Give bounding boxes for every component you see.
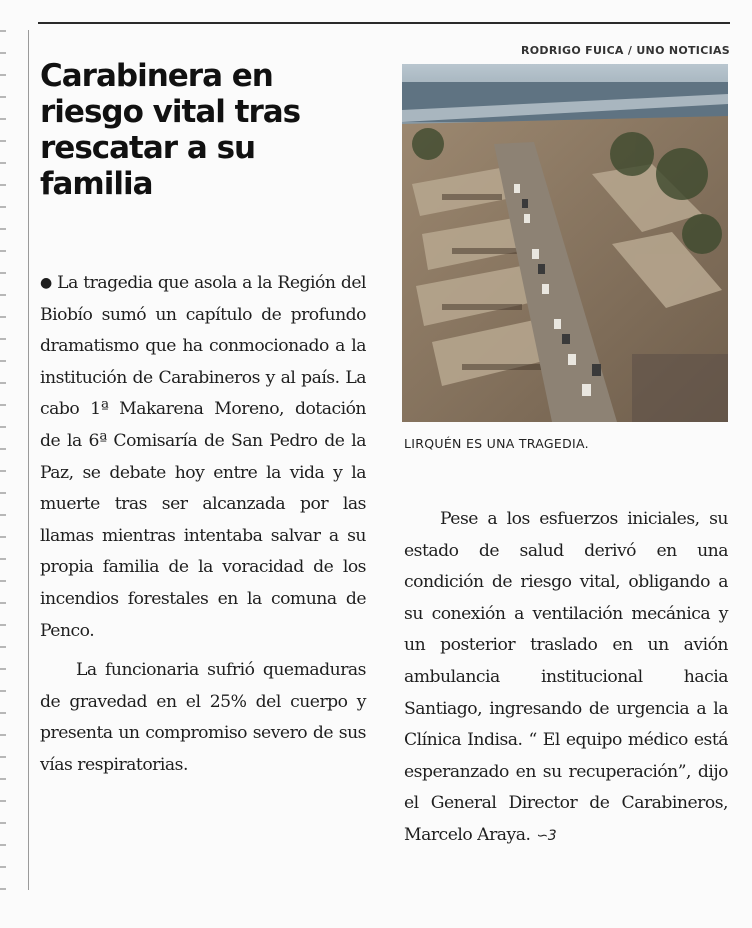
column-divider	[28, 30, 29, 890]
paragraph-3-text: Pese a los esfuerzos iniciales, su estado de salud derivó en una condición de riesgo vital, obligando a su conexión a ventilación mecánica y un posterior traslado en un avión ambulancia institucional hacia Santiago, ingresando de urgencia a la Clínica Indisa. “ El equipo médico está esperanzado en su recuperación”, dijo el General Director de Carabineros, Marcelo Araya.	[404, 509, 728, 845]
article-headline: Carabinera en riesgo vital tras rescatar a su familia	[40, 58, 301, 202]
bullet-icon: ●	[40, 275, 53, 291]
paragraph-3	[404, 504, 728, 853]
end-mark-icon: ∽3	[536, 827, 557, 844]
right-column	[404, 504, 728, 853]
top-rule	[38, 22, 730, 24]
photo-caption: LIRQUÉN ES UNA TRAGEDIA.	[404, 436, 589, 451]
aerial-photo-image	[402, 64, 728, 422]
left-column	[40, 268, 366, 782]
paragraph-2: La funcionaria sufrió quemaduras de gravedad en el 25% del cuerpo y presenta un compromiso severo de sus vías respiratorias.	[40, 660, 366, 775]
photo-credit: RODRIGO FUICA / UNO NOTICIAS	[521, 44, 730, 57]
paragraph-1-text: La tragedia que asola a la Región del Biobío sumó un capítulo de profundo dramatismo que ha conmocionado a la institución de Carabineros y al país. La cabo 1ª Makarena Moreno, dotación de la 6ª Comisaría de San Pedro de la Paz, se debate hoy entre la vida y la muerte tras ser alcanzada por las llamas mientras intentaba salvar a su propia familia de la voracidad de los incendios forestales en la comuna de Penco.	[40, 273, 366, 641]
aerial-photo	[402, 64, 728, 422]
paragraph-1	[40, 268, 366, 647]
page-edge-marks	[0, 30, 6, 890]
